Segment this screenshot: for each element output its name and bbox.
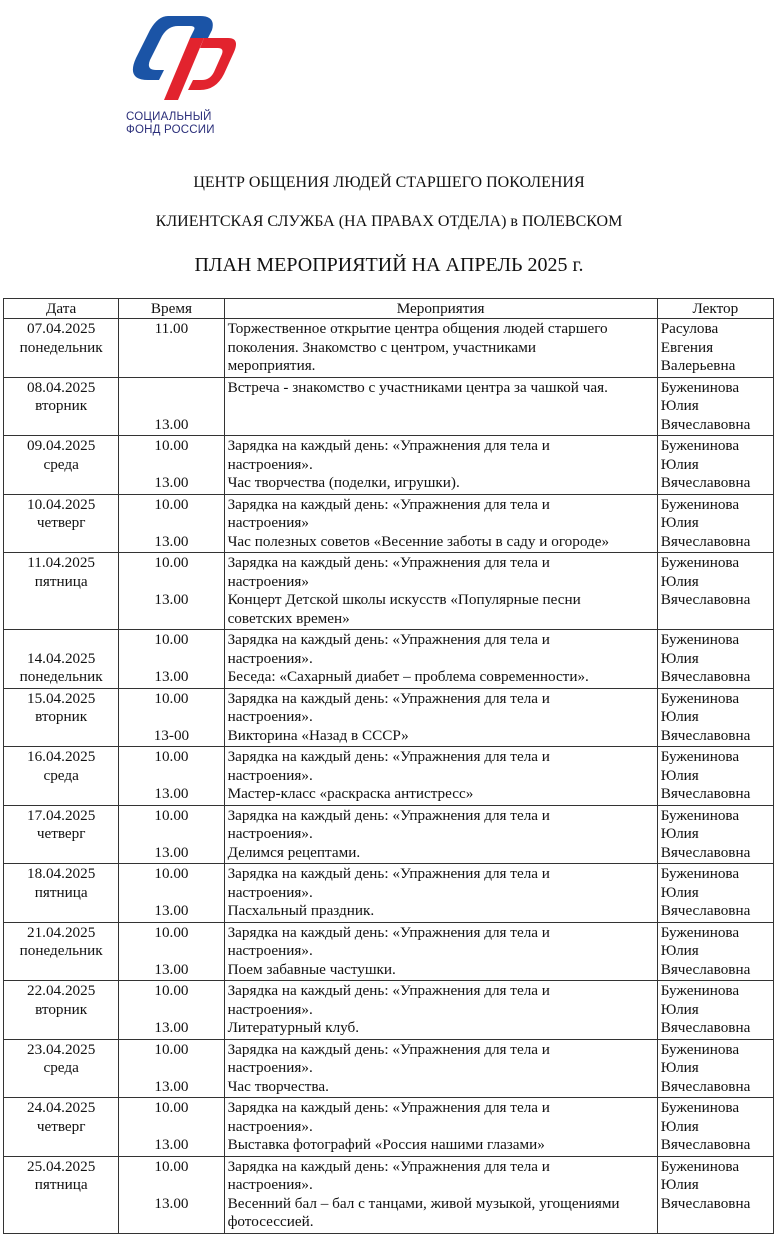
date-cell — [4, 747, 119, 806]
time-cell — [119, 377, 224, 436]
date-cell — [4, 922, 119, 981]
lecturer-name-part: Буженинова — [660, 554, 740, 571]
lecturer-name-part: Вячеславовна — [660, 785, 751, 802]
sfr-logo — [118, 8, 248, 148]
event-line: настроения». — [227, 708, 313, 725]
table-row — [4, 1156, 774, 1233]
lecturer-name-part: Вячеславовна — [660, 902, 751, 919]
lecturer-name-part: Вячеславовна — [660, 1136, 751, 1153]
table-row — [4, 805, 774, 864]
date-cell — [4, 805, 119, 864]
weekday-text: понедельник — [19, 942, 103, 959]
lecturer-cell — [657, 553, 773, 630]
event-line: настроения». — [227, 649, 313, 667]
table-row — [4, 688, 774, 747]
event-line: Поем забавные частушки. — [227, 960, 396, 978]
time-start: 10.00 — [154, 748, 189, 765]
date-text: 24.04.2025 — [26, 1099, 96, 1116]
event-line: Зарядка на каждый день: «Упражнения для тела и — [227, 437, 550, 454]
table-row — [4, 981, 774, 1040]
time-second: 13.00 — [154, 415, 189, 433]
lecturer-name-part: Юлия — [660, 514, 699, 531]
event-line: настроения». — [227, 455, 313, 473]
col-lecturer-header: Лектор — [657, 299, 773, 319]
lecturer-name-part: Вячеславовна — [660, 726, 751, 744]
time-start: 10.00 — [154, 923, 189, 941]
event-line: Весенний бал – бал с танцами, живой музыкой, угощениями — [227, 1194, 620, 1212]
date-cell — [4, 377, 119, 436]
event-cell — [224, 377, 657, 436]
lecturer-name-part: Юлия — [660, 1059, 699, 1076]
lecturer-name-part: Вячеславовна — [660, 591, 751, 608]
time-start: 11.00 — [154, 320, 189, 337]
date-text: 14.04.2025 — [26, 649, 96, 667]
lecturer-cell — [657, 1156, 773, 1233]
col-date-header: Дата — [4, 299, 119, 319]
table-row — [4, 494, 774, 553]
lecturer-name-part: Буженинова — [660, 1040, 740, 1058]
lecturer-name-part: Юлия — [660, 397, 699, 414]
lecturer-cell — [657, 436, 773, 495]
time-cell — [119, 1156, 224, 1233]
table-row — [4, 377, 774, 436]
event-cell — [224, 688, 657, 747]
date-text: 16.04.2025 — [26, 748, 96, 765]
weekday-text: пятница — [34, 883, 88, 901]
date-cell — [4, 1039, 119, 1098]
event-line: настроения». — [227, 766, 313, 784]
lecturer-name-part: Евгения — [660, 338, 714, 356]
event-line: Час творчества (поделки, игрушки). — [227, 474, 460, 491]
date-cell — [4, 319, 119, 378]
lecturer-name-part: Юлия — [660, 572, 699, 590]
lecturer-name-part: Валерьевна — [660, 357, 736, 374]
weekday-text: вторник — [35, 1000, 88, 1018]
lecturer-name-part: Буженинова — [660, 378, 740, 396]
event-line: Выставка фотографий «Россия нашими глазами» — [227, 1136, 545, 1153]
lecturer-name-part: Вячеславовна — [660, 532, 751, 550]
event-line: Час творчества. — [227, 1077, 329, 1095]
lecturer-name-part: Буженинова — [660, 982, 740, 999]
event-line: настроения». — [227, 1117, 313, 1135]
weekday-text: вторник — [35, 397, 88, 414]
time-start: 10.00 — [154, 437, 189, 454]
time-cell — [119, 922, 224, 981]
time-second: 13-00 — [153, 726, 190, 744]
lecturer-cell — [657, 494, 773, 553]
date-text: 15.04.2025 — [26, 689, 96, 707]
time-second: 13.00 — [154, 532, 189, 550]
lecturer-name-part: Вячеславовна — [660, 843, 751, 861]
weekday-text: четверг — [36, 825, 86, 842]
lecturer-cell — [657, 1098, 773, 1157]
weekday-text: среда — [43, 766, 79, 784]
time-cell — [119, 630, 224, 689]
event-line: настроения». — [227, 942, 313, 959]
event-line: Зарядка на каждый день: «Упражнения для тела и — [227, 865, 550, 882]
events-table — [3, 298, 774, 1234]
table-row — [4, 922, 774, 981]
event-cell — [224, 981, 657, 1040]
event-cell — [224, 319, 657, 378]
table-row — [4, 436, 774, 495]
lecturer-name-part: Юлия — [660, 766, 699, 784]
date-cell — [4, 864, 119, 923]
time-cell — [119, 747, 224, 806]
event-line: Зарядка на каждый день: «Упражнения для тела и — [227, 923, 550, 941]
service-title: КЛИЕНТСКАЯ СЛУЖБА (НА ПРАВАХ ОТДЕЛА) в ПОЛЕВСКОМ — [155, 213, 623, 230]
event-line: фотосессией. — [227, 1213, 314, 1230]
lecturer-name-part: Вячеславовна — [660, 474, 751, 491]
lecturer-cell — [657, 319, 773, 378]
lecturer-name-part: Юлия — [660, 455, 699, 473]
lecturer-cell — [657, 864, 773, 923]
lecturer-cell — [657, 1039, 773, 1098]
time-start: 10.00 — [154, 982, 189, 999]
date-cell — [4, 630, 119, 689]
time-second: 13.00 — [154, 902, 189, 919]
event-cell — [224, 747, 657, 806]
event-line: настроения». — [227, 1059, 313, 1076]
time-cell — [119, 1098, 224, 1157]
table-row — [4, 553, 774, 630]
col-time-header: Время — [119, 299, 224, 319]
event-cell — [224, 864, 657, 923]
time-cell — [119, 805, 224, 864]
lecturer-name-part: Расулова — [660, 320, 719, 337]
event-line: Час полезных советов «Весенние заботы в саду и огороде» — [227, 532, 610, 550]
date-cell — [4, 1156, 119, 1233]
event-line: Зарядка на каждый день: «Упражнения для тела и — [227, 495, 550, 513]
event-line: Торжественное открытие центра общения людей старшего — [227, 320, 608, 337]
table-row — [4, 1039, 774, 1098]
table-header-row — [4, 299, 774, 319]
lecturer-cell — [657, 981, 773, 1040]
event-line: настроения». — [227, 1176, 313, 1193]
date-cell — [4, 981, 119, 1040]
lecturer-cell — [657, 377, 773, 436]
lecturer-name-part: Юлия — [660, 708, 699, 725]
event-cell — [224, 630, 657, 689]
sfr-logo-icon — [128, 8, 238, 103]
date-cell — [4, 494, 119, 553]
event-line: Зарядка на каждый день: «Упражнения для тела и — [227, 554, 550, 571]
date-text: 09.04.2025 — [26, 437, 96, 454]
lecturer-name-part: Вячеславовна — [660, 960, 751, 978]
event-line: Мастер-класс «раскраска антистресс» — [227, 785, 474, 802]
lecturer-name-part: Вячеславовна — [660, 415, 751, 433]
time-second: 13.00 — [154, 591, 189, 608]
event-line: Зарядка на каждый день: «Упражнения для тела и — [227, 748, 550, 765]
event-cell — [224, 1039, 657, 1098]
event-line: настроения». — [227, 883, 313, 901]
lecturer-name-part: Юлия — [660, 1000, 699, 1018]
time-cell — [119, 436, 224, 495]
event-line: Зарядка на каждый день: «Упражнения для тела и — [227, 1099, 550, 1116]
table-row — [4, 630, 774, 689]
lecturer-name-part: Юлия — [660, 825, 699, 842]
event-line: настроения» — [227, 514, 309, 531]
weekday-text: среда — [43, 1059, 79, 1076]
event-cell — [224, 1098, 657, 1157]
table-row — [4, 864, 774, 923]
weekday-text: пятница — [34, 1176, 88, 1193]
date-text: 22.04.2025 — [26, 982, 96, 999]
weekday-text: понедельник — [19, 668, 103, 685]
date-cell — [4, 553, 119, 630]
time-start: 10.00 — [154, 806, 189, 824]
col-events-header: Мероприятия — [224, 299, 657, 319]
lecturer-name-part: Буженинова — [660, 1099, 740, 1116]
weekday-text: среда — [43, 455, 79, 473]
date-text: 21.04.2025 — [26, 923, 96, 941]
date-text: 23.04.2025 — [26, 1040, 96, 1058]
event-line: настроения» — [227, 572, 309, 590]
table-row — [4, 319, 774, 378]
time-start — [122, 379, 220, 398]
date-text: 07.04.2025 — [26, 320, 96, 337]
time-second: 13.00 — [154, 668, 189, 685]
lecturer-name-part: Буженинова — [660, 1157, 740, 1175]
table-row — [4, 1098, 774, 1157]
time-cell — [119, 981, 224, 1040]
time-second: 13.00 — [154, 474, 189, 491]
time-start: 10.00 — [154, 631, 189, 648]
lecturer-name-part: Буженинова — [660, 631, 740, 648]
date-cell — [4, 436, 119, 495]
event-line: Зарядка на каждый день: «Упражнения для тела и — [227, 1040, 550, 1058]
lecturer-name-part: Вячеславовна — [660, 1194, 751, 1212]
lecturer-name-part: Вячеславовна — [660, 1019, 751, 1036]
lecturer-name-part: Буженинова — [660, 689, 740, 707]
event-line: Встреча - знакомство с участниками центра за чашкой чая. — [227, 378, 608, 396]
event-cell — [224, 436, 657, 495]
lecturer-name-part: Вячеславовна — [660, 1077, 751, 1095]
time-start: 10.00 — [154, 865, 189, 882]
lecturer-name-part: Юлия — [660, 649, 699, 667]
time-second: 13.00 — [154, 1194, 189, 1212]
event-line: Делимся рецептами. — [227, 843, 361, 861]
event-cell — [224, 922, 657, 981]
time-second: 13.00 — [154, 960, 189, 978]
time-second: 13.00 — [154, 843, 189, 861]
time-second: 13.00 — [154, 785, 189, 802]
lecturer-name-part: Буженинова — [660, 748, 740, 765]
event-line: настроения». — [227, 1000, 313, 1018]
event-cell — [224, 805, 657, 864]
time-start: 10.00 — [154, 1040, 189, 1058]
time-second: 13.00 — [154, 1019, 189, 1036]
lecturer-name-part: Буженинова — [660, 865, 740, 882]
table-body — [4, 319, 774, 1234]
weekday-text: вторник — [35, 708, 88, 725]
time-start: 10.00 — [154, 1099, 189, 1116]
logo-line-1: СОЦИАЛЬНЫЙ — [126, 111, 212, 123]
time-start: 10.00 — [154, 1157, 189, 1175]
event-line: Литературный клуб. — [227, 1019, 360, 1036]
event-line: мероприятия. — [227, 357, 316, 374]
event-line: Пасхальный праздник. — [227, 902, 375, 919]
weekday-text: понедельник — [19, 338, 103, 356]
date-cell — [4, 688, 119, 747]
date-text: 10.04.2025 — [26, 495, 96, 513]
event-cell — [224, 494, 657, 553]
time-cell — [119, 864, 224, 923]
weekday-text: четверг — [36, 514, 86, 531]
date-text: 08.04.2025 — [26, 378, 96, 396]
lecturer-cell — [657, 688, 773, 747]
weekday-text: четверг — [36, 1117, 86, 1135]
event-line: Зарядка на каждый день: «Упражнения для тела и — [227, 806, 550, 824]
date-text: 17.04.2025 — [26, 806, 96, 824]
time-start: 10.00 — [154, 554, 189, 571]
event-line: Беседа: «Сахарный диабет – проблема современности». — [227, 668, 589, 685]
logo-line-2: ФОНД РОССИИ — [126, 124, 215, 136]
table-row — [4, 747, 774, 806]
time-start: 10.00 — [154, 495, 189, 513]
lecturer-name-part: Буженинова — [660, 495, 740, 513]
time-cell — [119, 553, 224, 630]
time-cell — [119, 319, 224, 378]
event-line: советских времен» — [227, 609, 350, 627]
event-cell — [224, 1156, 657, 1233]
date-text: 11.04.2025 — [27, 554, 96, 571]
event-line: Викторина «Назад в СССР» — [227, 726, 409, 744]
lecturer-name-part: Буженинова — [660, 806, 740, 824]
lecturer-name-part: Юлия — [660, 1117, 699, 1135]
time-second: 13.00 — [154, 1136, 189, 1153]
event-line: настроения». — [227, 825, 313, 842]
lecturer-name-part: Буженинова — [660, 923, 740, 941]
date-text: 18.04.2025 — [26, 865, 96, 882]
lecturer-name-part: Юлия — [660, 942, 699, 959]
lecturer-cell — [657, 630, 773, 689]
lecturer-name-part: Юлия — [660, 1176, 699, 1193]
time-second: 13.00 — [154, 1077, 189, 1095]
time-cell — [119, 494, 224, 553]
event-line: Зарядка на каждый день: «Упражнения для тела и — [227, 689, 550, 707]
lecturer-cell — [657, 922, 773, 981]
lecturer-cell — [657, 805, 773, 864]
event-line: Концерт Детской школы искусств «Популярные песни — [227, 591, 581, 608]
lecturer-name-part: Вячеславовна — [660, 668, 751, 685]
date-cell — [4, 1098, 119, 1157]
event-line: Зарядка на каждый день: «Упражнения для тела и — [227, 1157, 550, 1175]
plan-title: ПЛАН МЕРОПРИЯТИЙ НА АПРЕЛЬ 2025 г. — [194, 254, 584, 276]
time-cell — [119, 1039, 224, 1098]
time-cell — [119, 688, 224, 747]
event-cell — [224, 553, 657, 630]
event-line: поколения. Знакомство с центром, участниками — [227, 338, 536, 356]
center-title: ЦЕНТР ОБЩЕНИЯ ЛЮДЕЙ СТАРШЕГО ПОКОЛЕНИЯ — [193, 174, 585, 191]
time-start: 10.00 — [154, 689, 189, 707]
weekday-text: пятница — [34, 572, 88, 590]
event-line: Зарядка на каждый день: «Упражнения для тела и — [227, 982, 550, 999]
date-text: 25.04.2025 — [26, 1157, 96, 1175]
event-line: Зарядка на каждый день: «Упражнения для тела и — [227, 631, 550, 648]
lecturer-cell — [657, 747, 773, 806]
lecturer-name-part: Юлия — [660, 883, 699, 901]
lecturer-name-part: Буженинова — [660, 437, 740, 454]
